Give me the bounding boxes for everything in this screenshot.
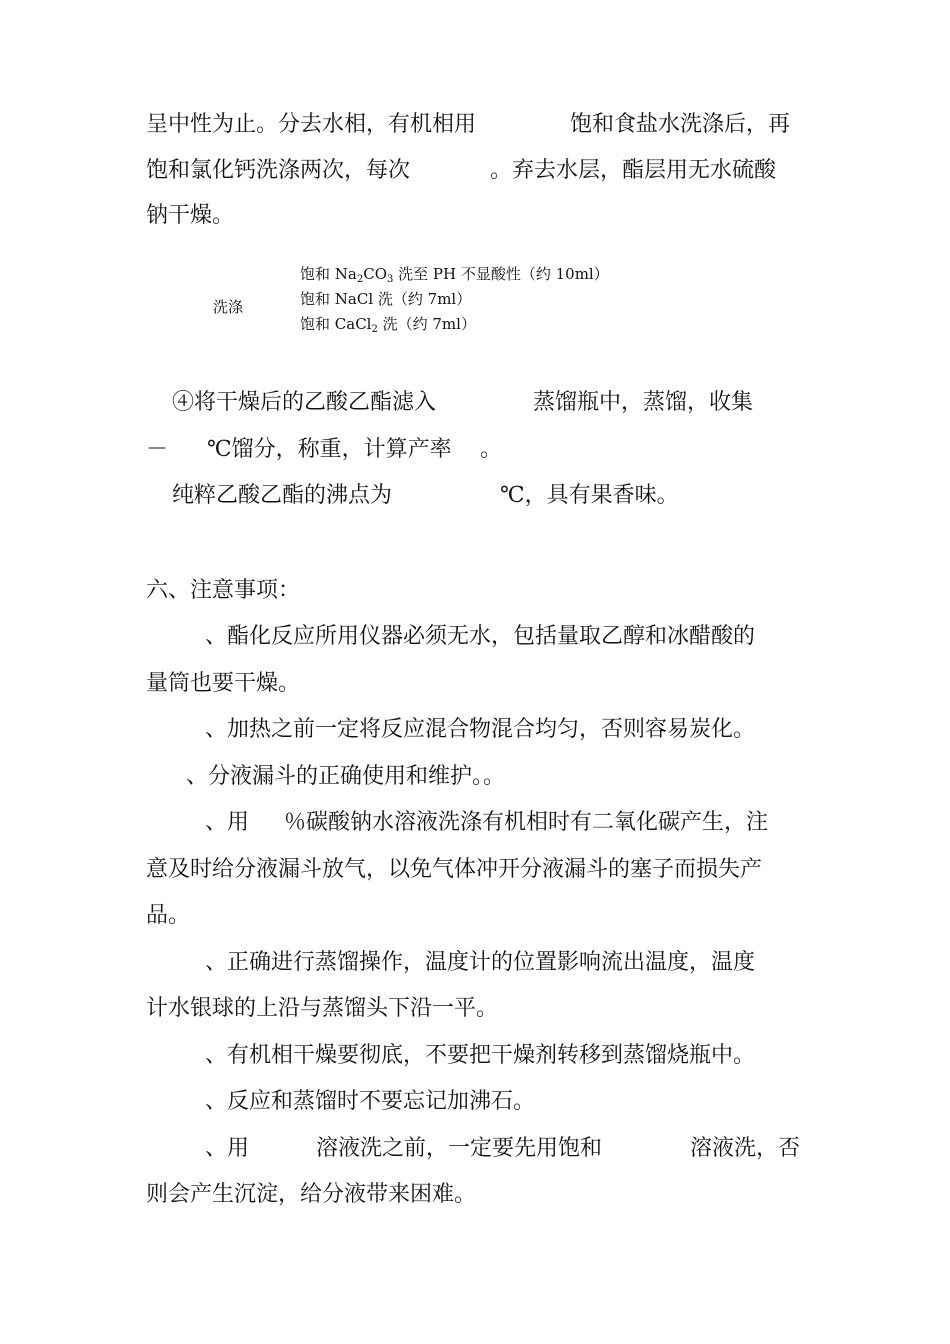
para1-line1-part2: 饱和食盐水洗涤后，再 (570, 112, 791, 137)
note1-line1: 、酯化反应所用仪器必须无水，包括量取乙醇和冰醋酸的 (205, 624, 756, 649)
note8-line1-part2: 溶液洗之前，一定要先用饱和 (316, 1136, 603, 1161)
note4-line1-part2: ％碳酸钠水溶液洗涤有机相时有二氧化碳产生，注 (284, 810, 769, 835)
note5-line1: 、正确进行蒸馏操作，温度计的位置影响流出温度，温度 (205, 950, 756, 975)
note4-line2: 意及时给分液漏斗放气，以免气体冲开分液漏斗的塞子而损失产 (146, 857, 763, 882)
wash-row-na2co3: 饱和 $Na_2CO_3$ 洗至 PH 不显酸性（约 10ml） (300, 265, 609, 285)
note8-line2: 则会产生沉淀，给分液带来困难。 (146, 1182, 477, 1207)
note4-line3: 品。 (146, 903, 191, 928)
para1-line3: 钠干燥。 (146, 203, 235, 228)
para1-line1-part1: 呈中性为止。分去水相，有机相用 (146, 112, 477, 137)
note1-line2: 量筒也要干燥。 (146, 671, 301, 696)
para1-line2-part2: 。弃去水层，酯层用无水硫酸 (490, 158, 777, 183)
step4-line1-part2: 蒸馏瓶中，蒸馏，收集 (533, 390, 754, 415)
step4-line2-main: ℃馏分，称重，计算产率 (207, 437, 452, 462)
note3: 、分液漏斗的正确使用和维护。。 (186, 764, 506, 789)
para1-line2-part1: 饱和氯化钙洗涤两次，每次 (146, 158, 411, 183)
wash-row-nacl: 饱和 NaCl 洗（约 7ml） (300, 290, 472, 308)
wash-row-cacl2: 饱和 CaCl$_2$ 洗（约 7ml） (300, 315, 476, 335)
step4-line3-part1: 纯粹乙酸乙酯的沸点为 (172, 483, 393, 508)
step4-line2-dash: － (146, 437, 169, 462)
note4-line1-part1: 、用 (205, 810, 250, 835)
wash-label: 洗涤 (213, 298, 244, 316)
note8-line1-part1: 、用 (205, 1136, 250, 1161)
step4-line3-part2: ℃，具有果香味。 (500, 483, 679, 508)
step4-line2-period: 。 (480, 437, 503, 462)
step4-line1-part1: ④将干燥后的乙酸乙酯滤入 (172, 390, 437, 415)
note7: 、反应和蒸馏时不要忘记加沸石。 (205, 1089, 536, 1114)
note2: 、加热之前一定将反应混合物混合均匀，否则容易炭化。 (205, 717, 756, 742)
note6: 、有机相干燥要彻底，不要把干燥剂转移到蒸馏烧瓶中。 (205, 1043, 756, 1068)
note8-line1-part3: 溶液洗，否 (690, 1136, 801, 1161)
notes-heading: 六、注意事项： (146, 578, 301, 603)
note5-line2: 计水银球的上沿与蒸馏头下沿一平。 (146, 996, 499, 1021)
